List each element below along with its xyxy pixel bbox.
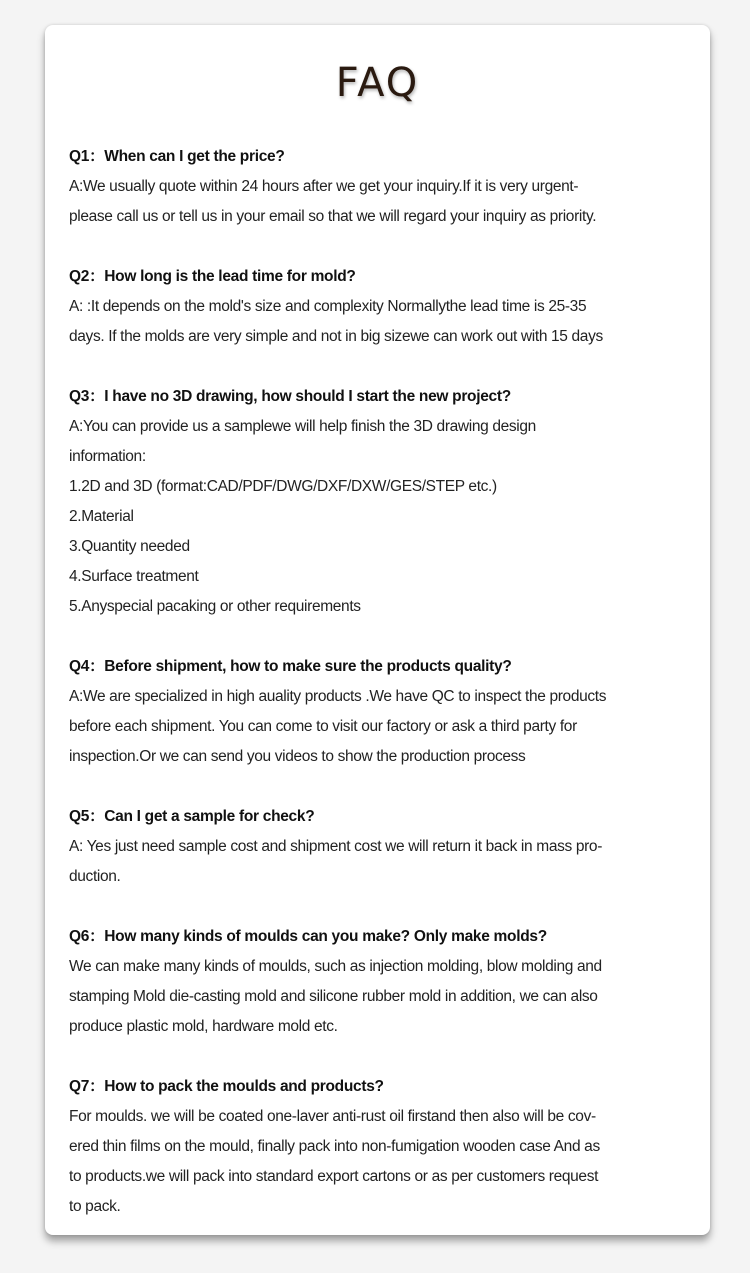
- faq-answer-line: duction.: [69, 868, 121, 885]
- faq-answer-line: 5.Anyspecial pacaking or other requirements: [69, 598, 361, 615]
- faq-question: Q6：How many kinds of moulds can you make? Only make molds?: [69, 928, 547, 945]
- faq-question: Q2：How long is the lead time for mold?: [69, 268, 356, 285]
- faq-answer-line: days. If the molds are very simple and not in big sizewe can work out with 15 days: [69, 328, 603, 345]
- faq-item: [69, 382, 700, 622]
- faq-answer-line: We can make many kinds of moulds, such as injection molding, blow molding and: [69, 958, 602, 975]
- faq-item: [69, 652, 700, 772]
- faq-answer-line: A: :It depends on the mold's size and complexity Normallythe lead time is 25-35: [69, 298, 587, 315]
- faq-question: Q3：I have no 3D drawing, how should I start the new project?: [69, 388, 511, 405]
- faq-answer-line: A:You can provide us a samplewe will help finish the 3D drawing design: [69, 418, 536, 435]
- faq-answer-line: produce plastic mold, hardware mold etc.: [69, 1018, 338, 1035]
- faq-question: Q4：Before shipment, how to make sure the products quality?: [69, 658, 512, 675]
- faq-answer-line: A: Yes just need sample cost and shipment cost we will return it back in mass pro-: [69, 838, 603, 855]
- page-title: FAQ: [335, 60, 420, 106]
- faq-answer-line: before each shipment. You can come to visit our factory or ask a third party for: [69, 718, 577, 735]
- faq-item: [69, 1072, 700, 1222]
- faq-item: [69, 142, 700, 232]
- faq-answer-line: A:We are specialized in high auality products .We have QC to inspect the products: [69, 688, 607, 705]
- faq-list: [69, 142, 700, 1252]
- faq-question: Q5：Can I get a sample for check?: [69, 808, 315, 825]
- faq-answer-line: A:We usually quote within 24 hours after we get your inquiry.If it is very urgent-: [69, 178, 579, 195]
- faq-answer-line: For moulds. we will be coated one-laver anti-rust oil firstand then also will be cov-: [69, 1108, 596, 1125]
- faq-item: [69, 802, 700, 892]
- faq-answer-line: ered thin films on the mould, finally pack into non-fumigation wooden case And as: [69, 1138, 600, 1155]
- faq-answer-line: 1.2D and 3D (format:CAD/PDF/DWG/DXF/DXW/GES/STEP etc.): [69, 478, 497, 495]
- faq-card: [45, 25, 710, 1235]
- faq-answer-line: to products.we will pack into standard export cartons or as per customers request: [69, 1168, 599, 1185]
- faq-answer-line: stamping Mold die-casting mold and silicone rubber mold in addition, we can also: [69, 988, 598, 1005]
- faq-answer-line: inspection.Or we can send you videos to show the production process: [69, 748, 526, 765]
- faq-question: Q7：How to pack the moulds and products?: [69, 1078, 384, 1095]
- faq-answer-line: information:: [69, 448, 146, 465]
- faq-answer-line: 2.Material: [69, 508, 134, 525]
- faq-answer-line: please call us or tell us in your email so that we will regard your inquiry as priority.: [69, 208, 597, 225]
- faq-answer-line: 3.Quantity needed: [69, 538, 190, 555]
- faq-answer-line: to pack.: [69, 1198, 121, 1215]
- faq-answer-line: 4.Surface treatment: [69, 568, 199, 585]
- faq-question: Q1：When can I get the price?: [69, 148, 285, 165]
- faq-item: [69, 922, 700, 1042]
- faq-item: [69, 262, 700, 352]
